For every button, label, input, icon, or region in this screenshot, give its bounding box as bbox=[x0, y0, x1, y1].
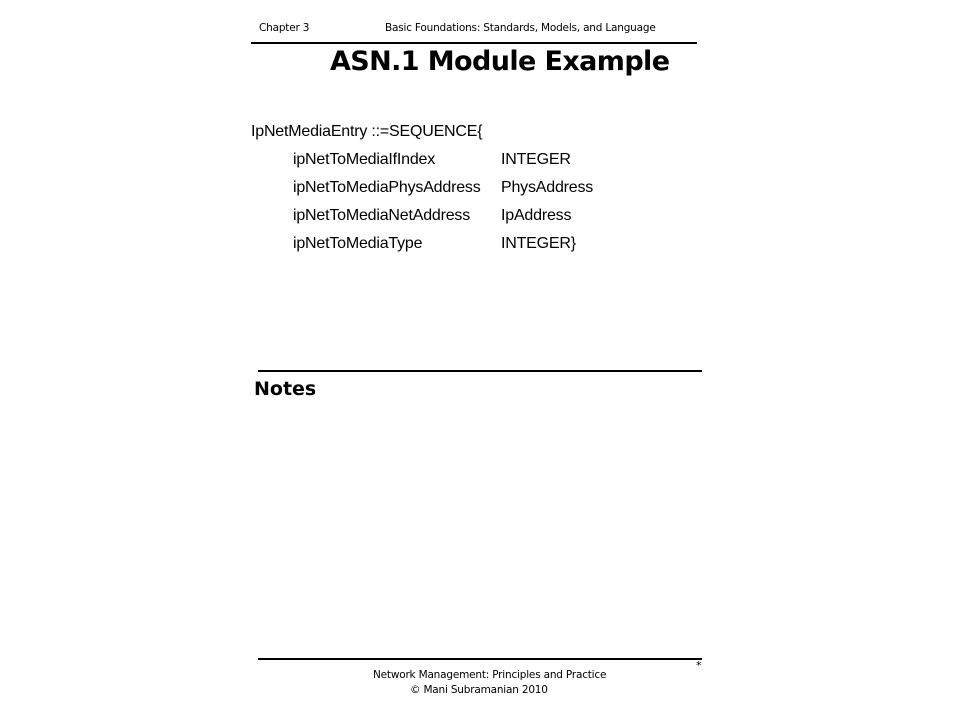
slide-title: ASN.1 Module Example bbox=[330, 46, 670, 77]
field-name: ipNetToMediaPhysAddress bbox=[293, 179, 481, 196]
field-name: ipNetToMediaNetAddress bbox=[293, 207, 471, 224]
chapter-subject: Basic Foundations: Standards, Models, and Language bbox=[385, 22, 656, 34]
field-name: ipNetToMediaType bbox=[293, 235, 423, 252]
field-type: PhysAddress bbox=[501, 179, 594, 196]
footer-book-title: Network Management: Principles and Practice bbox=[373, 669, 607, 681]
chapter-label: Chapter 3 bbox=[259, 22, 310, 34]
footer-copyright: © Mani Subramanian 2010 bbox=[410, 684, 548, 696]
sequence-header: IpNetMediaEntry ::=SEQUENCE{ bbox=[251, 123, 483, 140]
field-type: INTEGER bbox=[501, 151, 571, 168]
footer-divider bbox=[258, 658, 702, 660]
notes-heading: Notes bbox=[254, 378, 317, 400]
field-type: INTEGER} bbox=[501, 235, 576, 252]
field-name: ipNetToMediaIfIndex bbox=[293, 151, 436, 168]
footer-marker: * bbox=[696, 659, 702, 672]
header-divider bbox=[251, 42, 697, 44]
notes-divider bbox=[258, 370, 702, 372]
field-type: IpAddress bbox=[501, 207, 572, 224]
